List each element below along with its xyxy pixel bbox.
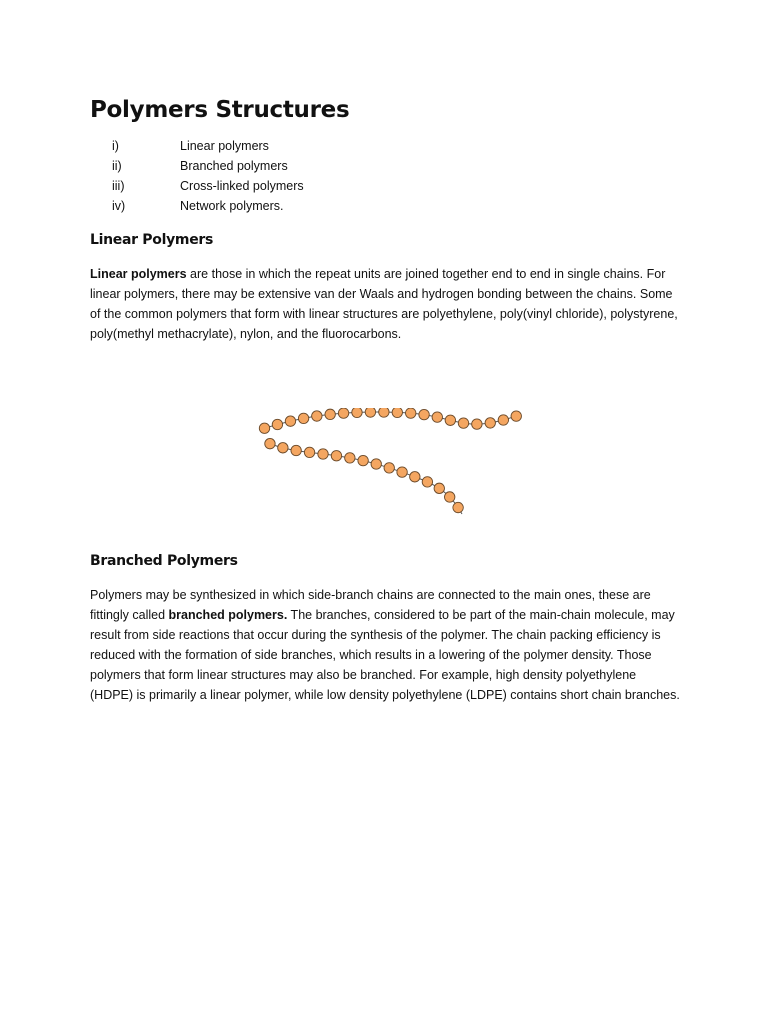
bold-term: branched polymers. bbox=[168, 608, 288, 622]
monomer-bead bbox=[410, 472, 420, 482]
monomer-bead bbox=[406, 408, 416, 418]
monomer-bead bbox=[298, 413, 308, 423]
monomer-bead bbox=[358, 455, 368, 465]
monomer-bead bbox=[285, 416, 295, 426]
monomer-bead bbox=[445, 415, 455, 425]
monomer-bead bbox=[419, 409, 429, 419]
monomer-bead bbox=[338, 408, 348, 418]
list-item: i) Linear polymers bbox=[112, 139, 269, 153]
monomer-bead bbox=[444, 492, 454, 502]
section-heading-branched: Branched Polymers bbox=[90, 553, 238, 569]
monomer-bead bbox=[453, 502, 463, 512]
section-heading-linear: Linear Polymers bbox=[90, 232, 214, 248]
monomer-bead bbox=[365, 408, 375, 417]
paragraph-branched: Polymers may be synthesized in which side-branch chains are connected to the main ones, these are fittingly called branched polymers. The branches, considered to be part of the main-chain molecule, may result from side reactions that occur during the synthesis of the polymer. The chain packing efficiency is reduced with the formation of side branches, which results in a lowering of the polymer density. Those polymers that form linear structures may also be branched. For example, high density polyethylene (HDPE) is primarily a linear polymer, while low density polyethylene (LDPE) contains short chain branches. bbox=[90, 588, 680, 702]
polymer-chains-illustration bbox=[258, 408, 528, 532]
monomer-bead bbox=[472, 419, 482, 429]
monomer-bead bbox=[498, 415, 508, 425]
monomer-bead bbox=[325, 409, 335, 419]
bold-term: Linear polymers bbox=[90, 267, 187, 281]
monomer-bead bbox=[432, 412, 442, 422]
monomer-bead bbox=[352, 408, 362, 418]
monomer-bead bbox=[397, 467, 407, 477]
monomer-bead bbox=[272, 419, 282, 429]
document-page bbox=[90, 94, 680, 705]
monomer-bead bbox=[291, 445, 301, 455]
monomer-bead bbox=[265, 438, 275, 448]
monomer-bead bbox=[422, 477, 432, 487]
list-item: iv) Network polymers. bbox=[112, 199, 284, 213]
monomer-bead bbox=[278, 443, 288, 453]
list-item: ii) Branched polymers bbox=[112, 159, 288, 173]
monomer-bead bbox=[318, 449, 328, 459]
paragraph-linear: Linear polymers are those in which the repeat units are joined together end to end in single chains. For linear polymers, there may be extensive van der Waals and hydrogen bonding between the chains. Some of the common polymers that form with linear structures are polyethylene, poly(vinyl chloride), polystyrene, poly(methyl methacrylate), nylon, and the fluorocarbons. bbox=[90, 267, 678, 341]
monomer-bead bbox=[304, 447, 314, 457]
list-item: iii) Cross-linked polymers bbox=[112, 179, 304, 193]
monomer-bead bbox=[379, 408, 389, 417]
linear-polymer-figure bbox=[90, 408, 680, 532]
monomer-bead bbox=[371, 459, 381, 469]
structure-list bbox=[90, 136, 680, 216]
monomer-bead bbox=[485, 418, 495, 428]
monomer-bead bbox=[259, 423, 269, 433]
monomer-bead bbox=[458, 418, 468, 428]
monomer-bead bbox=[392, 408, 402, 418]
monomer-bead bbox=[331, 451, 341, 461]
monomer-bead bbox=[434, 483, 444, 493]
page-title: Polymers Structures bbox=[90, 97, 350, 123]
monomer-bead bbox=[345, 453, 355, 463]
monomer-bead bbox=[312, 411, 322, 421]
monomer-bead bbox=[384, 463, 394, 473]
monomer-bead bbox=[511, 411, 521, 421]
